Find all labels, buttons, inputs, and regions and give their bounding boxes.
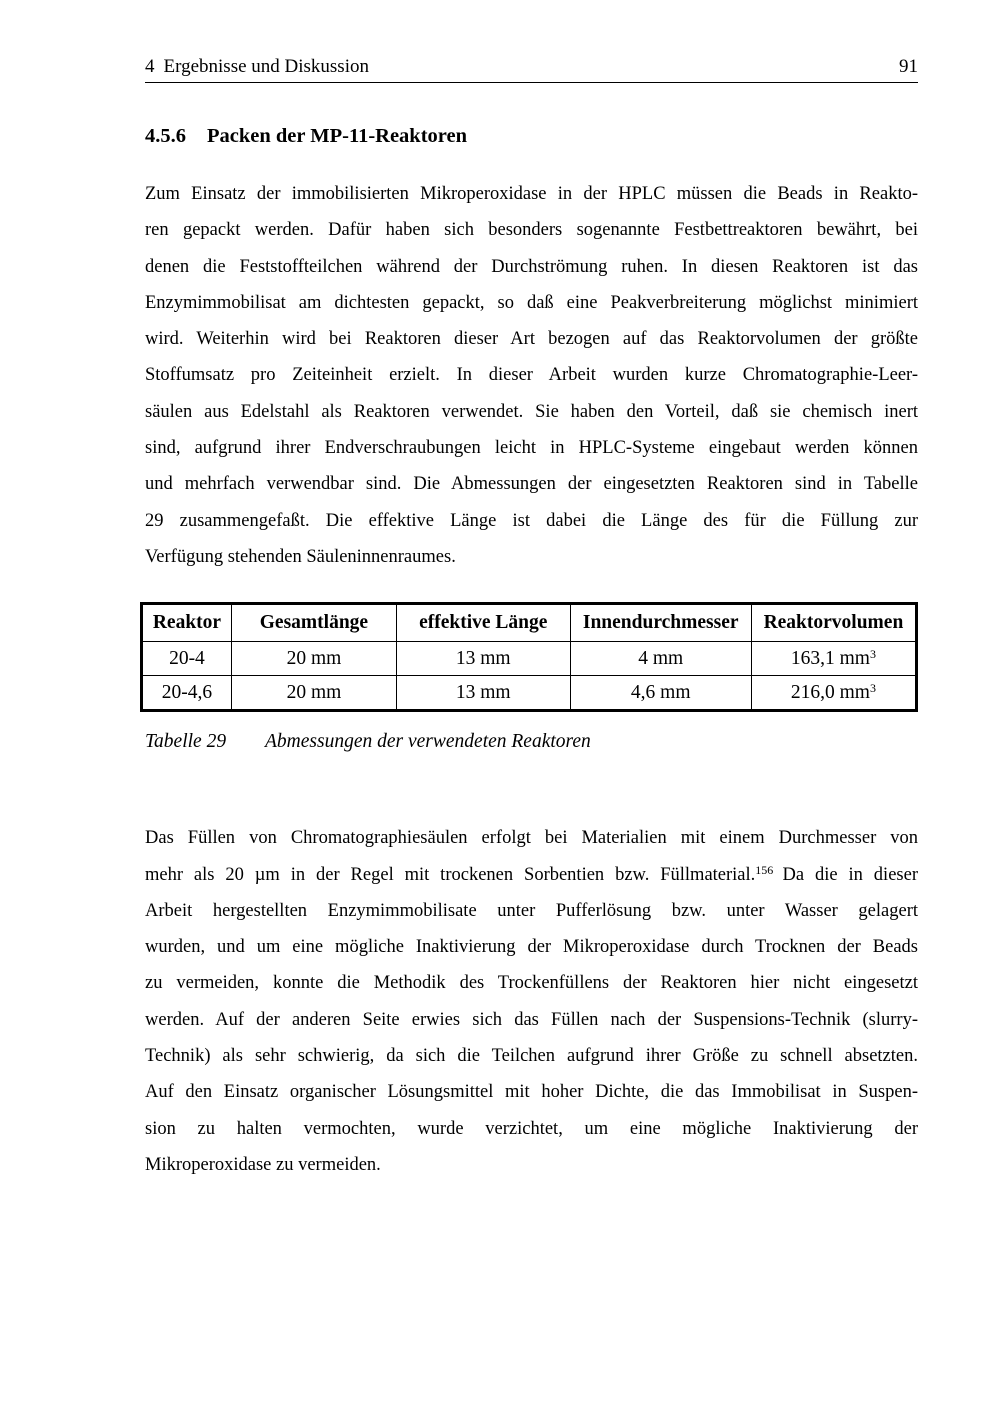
reactor-dimensions-table [140, 602, 918, 712]
superscript: 156 [755, 862, 774, 877]
text-segment: 216,0 mm [790, 681, 870, 703]
page-number: 91 [899, 56, 918, 77]
paragraph-line [145, 1111, 918, 1147]
table-head [142, 604, 917, 642]
paragraph-line [145, 430, 918, 466]
table-caption-text: Abmessungen der verwendeten Reaktoren [265, 731, 591, 753]
text-segment: Arbeit hergestellten Enzymimmobilisate unter Pufferlösung bzw. unter Wasser gelagert [145, 900, 918, 921]
running-head-chapter-title: Ergebnisse und Diskussion [163, 56, 369, 77]
paragraph-line [145, 893, 918, 929]
paragraph-1 [145, 176, 918, 575]
text-segment: denen die Feststoffteilchen während der Durchströmung ruhen. In diesen Reaktoren ist das [145, 256, 918, 277]
table-caption [145, 729, 918, 754]
table-cell [231, 676, 396, 711]
text-segment: Zum Einsatz der immobilisierten Mikroperoxidase in der HPLC müssen die Beads in Reakto- [145, 184, 918, 204]
table-row [142, 642, 917, 676]
paragraph-line [145, 539, 918, 575]
table-header-row [142, 604, 917, 642]
table-caption-label: Tabelle 29 [145, 731, 227, 753]
text-segment: Das Füllen von Chromatographiesäulen erfolgt bei Materialien mit einem Durchmesser von [145, 828, 918, 849]
superscript: 3 [869, 646, 876, 661]
text-segment: sion zu halten vermochten, wurde verzichtet, um eine mögliche Inaktivierung der [145, 1118, 918, 1139]
text-segment: wurden, und um eine mögliche Inaktivierung der Mikroperoxidase durch Trocknen der Beads [145, 937, 918, 958]
text-segment: Verfügung stehenden Säuleninnenraumes. [145, 546, 456, 567]
text-segment: sind, aufgrund ihrer Endverschraubungen leicht in HPLC-Systeme eingebaut werden können [145, 438, 918, 459]
table-cell [142, 676, 232, 711]
text-segment: Mikroperoxidase zu vermeiden. [145, 1154, 381, 1175]
paragraph-line [145, 929, 918, 965]
text-segment: Auf den Einsatz organischer Lösungsmittel mit hoher Dichte, die das Immobilisat in Suspen- [145, 1082, 918, 1103]
text-segment: 13 mm [455, 681, 511, 703]
section-heading-title: Packen der MP-11-Reaktoren [207, 125, 468, 147]
running-head-chapter [145, 55, 369, 78]
text-segment: 20-4,6 [161, 681, 213, 703]
paragraph-line [145, 249, 918, 285]
paragraph-line [145, 1074, 918, 1110]
text-segment: Enzymimmobilisat am dichtesten gepackt, so daß eine Peakverbreiterung möglichst minimiert [145, 292, 918, 313]
paragraph-line [145, 857, 918, 893]
table-cell [570, 676, 751, 711]
text-segment: 20 mm [286, 647, 342, 669]
paragraph-line [145, 965, 918, 1001]
text-segment: säulen aus Edelstahl als Reaktoren verwendet. Sie haben den Vorteil, daß sie chemisch inert [145, 401, 918, 422]
text-segment: 163,1 mm [790, 647, 870, 669]
column-header: effektive Länge [396, 604, 570, 642]
column-header: Gesamtlänge [231, 604, 396, 642]
paragraph-line [145, 212, 918, 248]
table-cell [751, 676, 916, 711]
paragraph-line [145, 394, 918, 430]
section-heading-number: 4.5.6 [145, 125, 186, 147]
text-segment: 13 mm [455, 647, 511, 669]
text-segment: Technik) als sehr schwierig, da sich die Teilchen aufgrund ihrer Größe zu schnell absetzten. [145, 1046, 918, 1067]
text-segment: mehr als 20 µm in der Regel mit trockenen Sorbentien bzw. Füllmaterial. [145, 864, 756, 885]
paragraph-line [145, 1002, 918, 1038]
paragraph-2 [145, 820, 918, 1183]
running-head [145, 55, 918, 83]
document-page [145, 0, 918, 1183]
text-segment: ren gepackt werden. Dafür haben sich besonders sogenannte Festbettreaktoren bewährt, bei [145, 220, 918, 241]
paragraph-line [145, 321, 918, 357]
table-row [142, 676, 917, 711]
table-cell [231, 642, 396, 676]
paragraph-line [145, 820, 918, 856]
text-segment: werden. Auf der anderen Seite erwies sich das Füllen nach der Suspensions-Technik (slurry- [145, 1009, 918, 1030]
table-cell [142, 642, 232, 676]
paragraph-line [145, 357, 918, 393]
paragraph-line [145, 1038, 918, 1074]
text-segment: zu vermeiden, konnte die Methodik des Trockenfüllens der Reaktoren hier nicht eingesetzt [145, 973, 918, 994]
running-head-chapter-number: 4 [145, 56, 155, 77]
text-segment: 4 mm [638, 647, 684, 669]
superscript: 3 [869, 680, 876, 695]
column-header: Reaktorvolumen [751, 604, 916, 642]
text-segment: und mehrfach verwendbar sind. Die Abmessungen der eingesetzten Reaktoren sind in Tabelle [145, 474, 918, 495]
column-header: Reaktor [142, 604, 232, 642]
text-segment: 4,6 mm [630, 681, 691, 703]
text-segment: 20-4 [169, 647, 205, 669]
text-segment: Stoffumsatz pro Zeiteinheit erzielt. In dieser Arbeit wurden kurze Chromatographie-Leer- [145, 365, 918, 386]
text-segment: 20 mm [286, 681, 342, 703]
column-header: Innendurchmesser [570, 604, 751, 642]
paragraph-line [145, 176, 918, 212]
table-cell [396, 642, 570, 676]
table-cell [751, 642, 916, 676]
table-body [142, 642, 917, 711]
text-segment: wird. Weiterhin wird bei Reaktoren dieser Art bezogen auf das Reaktorvolumen der größte [145, 329, 918, 350]
paragraph-line [145, 466, 918, 502]
table-cell [570, 642, 751, 676]
section-heading [145, 124, 918, 149]
text-segment: Da die in dieser [773, 864, 918, 885]
paragraph-line [145, 285, 918, 321]
table-cell [396, 676, 570, 711]
text-segment: 29 zusammengefaßt. Die effektive Länge ist dabei die Länge des für die Füllung zur [145, 510, 918, 531]
paragraph-line [145, 503, 918, 539]
paragraph-line [145, 1147, 918, 1183]
